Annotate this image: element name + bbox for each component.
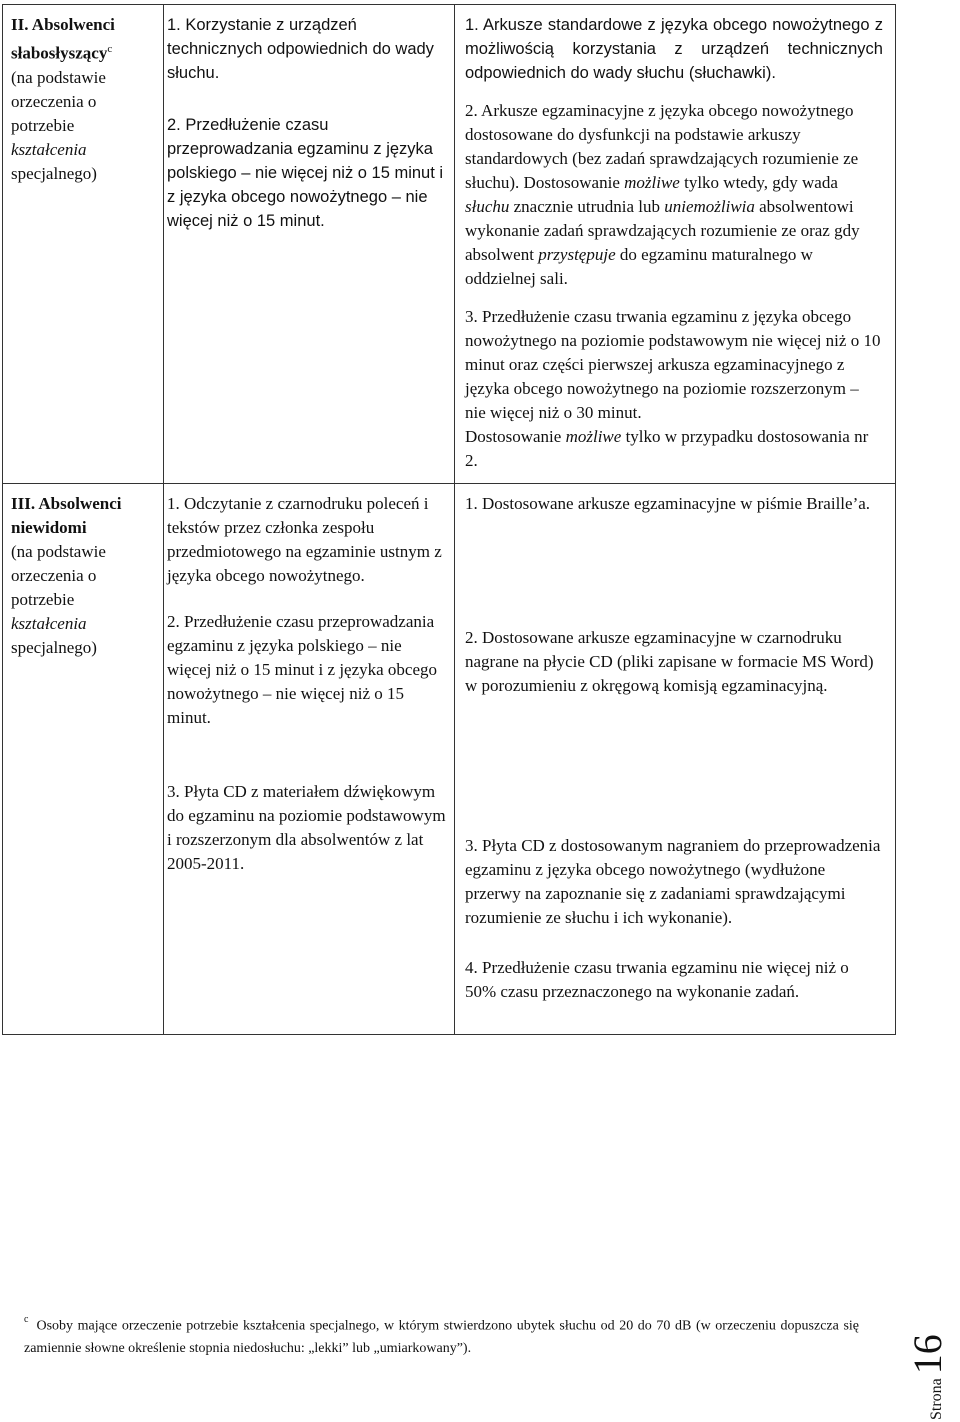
list-item: 1. Korzystanie z urządzeń technicznych odpowiednich do wady słuchu.: [167, 16, 434, 82]
footnote-text: Osoby mające orzeczenie potrzebie kształcenia specjalnego, w którym stwierdzono ubytek słuchu od 20 do 70 dB (w orzeczeniu dopuszcza się zamiennie słowne określenie stopnia niedosłuchu: „lekki” lub „umiarkowany”).: [24, 1318, 859, 1356]
footnote: [24, 1311, 859, 1360]
page-number-value: 16: [905, 1334, 950, 1375]
list-item: 4. Przedłużenie czasu trwania egzaminu nie więcej niż o 50% czasu przeznaczonego na wykonanie zadań.: [465, 958, 849, 1001]
category-subtitle: niewidomi: [11, 518, 87, 537]
category-note-italic: kształcenia: [11, 139, 87, 159]
category-note-italic: kształcenia: [11, 614, 87, 633]
list-item: 3. Przedłużenie czasu trwania egzaminu z języka obcego nowożytnego na poziomie podstawowym nie więcej niż o 10 minut oraz części pierwszej arkusza egzaminacyjnego z języka obcego nowożytnego na poziomie rozszerzonym – nie więcej niż o 30 minut. Dostosowanie możliwe tylko w przypadku dostosowania nr 2.: [465, 307, 881, 470]
footnote-mark: c: [24, 1314, 29, 1325]
list-item: 2. Przedłużenie czasu przeprowadzania egzaminu z języka polskiego – nie więcej niż o 15 minut i z języka obcego nowożytnego – nie więcej niż o 15 minut.: [167, 116, 444, 230]
list-item: 2. Przedłużenie czasu przeprowadzania egzaminu z języka polskiego – nie więcej niż o 15 minut i z języka obcego nowożytnego – nie więcej niż o 15 minut.: [167, 612, 438, 727]
page-number: [905, 1334, 950, 1420]
category-cell: [3, 484, 164, 1035]
category-subtitle: słabosłyszący: [11, 43, 108, 63]
table-row: [3, 5, 896, 484]
general-accommodations-cell: [164, 5, 455, 484]
list-item: 1. Dostosowane arkusze egzaminacyjne w piśmie Braille’a.: [465, 494, 871, 513]
accommodations-table: [2, 4, 896, 1035]
language-accommodations-cell: [455, 484, 896, 1035]
list-item: 3. Płyta CD z dostosowanym nagraniem do przeprowadzenia egzaminu z języka obcego nowożytnego (wydłużone przerwy na zapoznanie się z zadaniami sprawdzającymi rozumienie ze słuchu i ich wykonanie).: [465, 836, 881, 927]
list-item: 2. Dostosowane arkusze egzaminacyjne w czarnodruku nagrane na płycie CD (pliki zapisane w formacie MS Word) w porozumieniu z okręgową komisją egzaminacyjną.: [465, 628, 874, 695]
table-row: [3, 484, 896, 1035]
category-title: II. Absolwenci: [11, 15, 115, 34]
category-title: III. Absolwenci: [11, 494, 122, 513]
category-cell: [3, 5, 164, 484]
category-note: (na podstawie orzeczenia o potrzebie: [11, 542, 106, 609]
list-item: 3. Płyta CD z materiałem dźwiękowym do egzaminu na poziomie podstawowym i rozszerzonym dla absolwentów z lat 2005-2011.: [167, 782, 446, 873]
general-accommodations-cell: [164, 484, 455, 1035]
language-accommodations-cell: [455, 5, 896, 484]
category-note-end: specjalnego): [11, 163, 97, 183]
list-item: 1. Odczytanie z czarnodruku poleceń i tekstów przez członka zespołu przedmiotowego na egzaminie ustnym z języka obcego nowożytnego.: [167, 494, 442, 585]
list-item: 1. Arkusze standardowe z języka obcego nowożytnego z możliwością korzystania z urządzeń technicznych odpowiednich do wady słuchu (słuchawki).: [465, 16, 883, 82]
list-item: 2. Arkusze egzaminacyjne z języka obcego nowożytnego dostosowane do dysfunkcji na podstawie arkuszy standardowych (bez zadań sprawdzających rozumienie ze słuchu). Dostosowanie możliwe tylko wtedy, gdy wada słuchu znacznie utrudnia lub uniemożliwia absolwentowi wykonanie zadań sprawdzających rozumienie ze oraz gdy absolwent przystępuje do egzaminu maturalnego w oddzielnej sali.: [465, 101, 860, 288]
footnote-mark: c: [107, 43, 113, 55]
category-note: (na podstawie orzeczenia o potrzebie: [11, 67, 106, 135]
category-note-end: specjalnego): [11, 638, 97, 657]
page-label: Strona: [928, 1378, 945, 1420]
